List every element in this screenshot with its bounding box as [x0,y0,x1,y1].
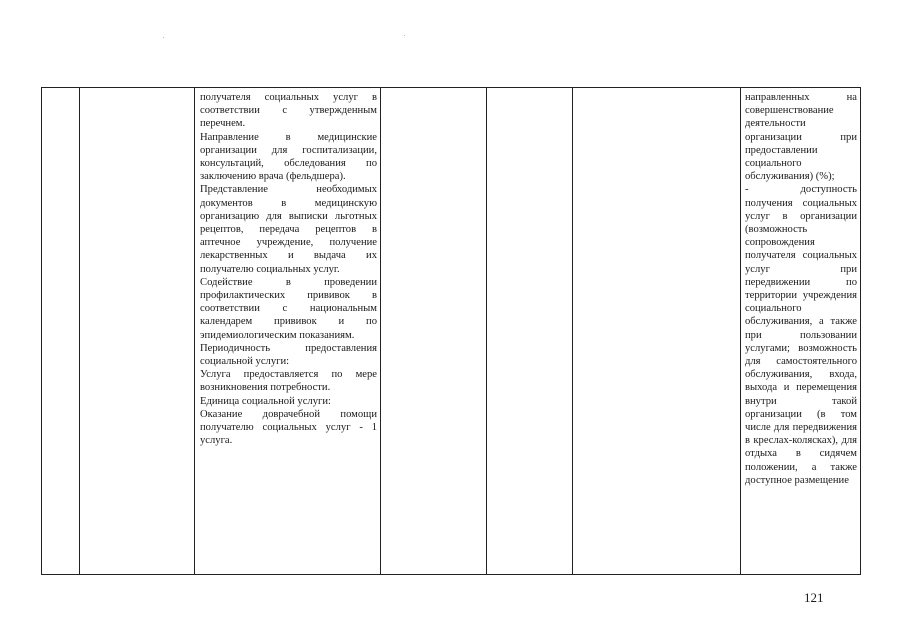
indicator-paragraph: - доступность получения социальных услуг в организации (возможность сопровождения получателя социальных услуг при передвижении по территории учреждения социального обслуживания, а также при пользовании услугами; возможность для самостоятельного обслуживания, входа, выхода и перемещения внутри такой организации (в том числе для передвижения в креслах-колясках), для отдыха в сидячем положении, а также доступное размещение [745,184,857,486]
description-paragraph: Единица социальной услуги: [200,395,331,407]
description-paragraph: Направление в медицинские организации для госпитализации, консультаций, обследования по заключению врача (фельдшера). [200,131,377,183]
column-divider [740,88,741,574]
description-paragraph: Оказание доврачебной помощи получателю социальных услуг - 1 услуга. [200,408,377,447]
scan-speck [163,37,164,38]
description-paragraph: получателя социальных услуг в соответствии с утвержденным перечнем. [200,92,377,130]
column-divider [486,88,487,574]
indicator-paragraph: направленных на совершенствование деятельности организации при предоставлении социального обслуживания) (%); [745,92,857,183]
column-divider [380,88,381,574]
service-description-cell [200,91,377,447]
column-divider [79,88,80,574]
scan-speck [404,35,405,36]
services-table [41,87,861,575]
column-divider [194,88,195,574]
quality-indicators-cell [745,91,857,487]
description-paragraph: Представление необходимых документов в медицинскую организацию для выписки льготных рецептов, передача рецептов в аптечное учреждение, получение лекарственных и выдача их получателю социальных услуг. [200,184,377,275]
description-paragraph: Услуга предоставляется по мере возникновения потребности. [200,369,377,394]
column-divider [572,88,573,574]
page-number: 121 [804,590,824,605]
description-paragraph: Содействие в проведении профилактических прививок в соответствии с национальным календарем прививок и по эпидемиологическим показаниям. [200,276,377,341]
description-paragraph: Периодичность предоставления социальной услуги: [200,342,377,368]
